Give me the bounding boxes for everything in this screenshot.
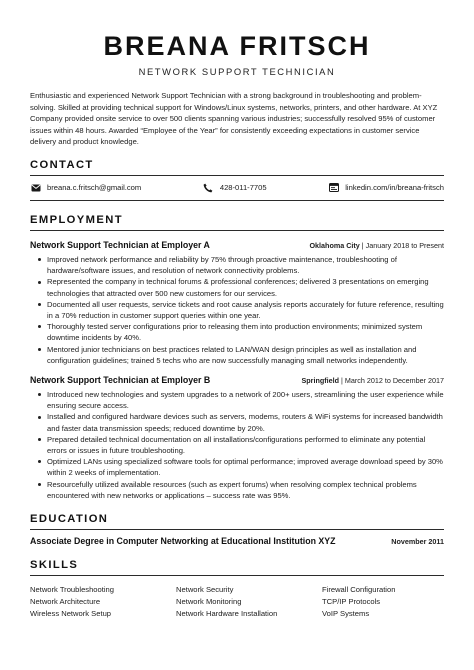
employment-heading: EMPLOYMENT [30,213,123,226]
education-divider [30,529,444,530]
job-meta [301,376,444,385]
phone-text: 428-011-7705 [219,183,267,193]
education-degree: Associate Degree in Computer Networking at Educational Institution XYZ [30,536,336,547]
job-bullet: Resourcefully utilized available resources (such as expert forums) when resolving complex technical problems encountered with new networks or applications – success rate was 95%. [38,479,444,501]
job-bullet: Optimized LANs using specialized software tools for optimal performance; improved average download speed by 30% within 2 weeks of implementation. [38,456,444,478]
education-heading: EDUCATION [30,513,109,526]
employment-divider [30,230,444,231]
job-meta-separator: | [339,376,345,385]
job-header [30,240,444,250]
resume-header [30,0,444,77]
contact-phone[interactable] [203,183,267,193]
job-bullet: Mentored junior technicians on best practices related to LAN/WAN design principles as well as installation and configuration guidelines; trained 5 techs who are now successfully managing small networks independently. [38,344,444,366]
job-meta-separator: | [359,240,366,250]
skill-item: Network Hardware Installation [176,609,278,619]
skill-item: Network Security [176,585,234,595]
skill-item: VoIP Systems [322,609,370,619]
education-date: November 2011 [391,537,444,547]
phone-icon [203,183,214,193]
skills-section [30,559,444,619]
job-header [30,375,444,385]
job-bullet: Installed and configured hardware devices such as servers, modems, routers & WiFi systems for increased bandwidth and faster data transmission speeds; reduced downtime by 20%. [38,411,444,433]
job-bullets [30,389,444,501]
linkedin-text: linkedin.com/in/breana-fritsch [345,183,444,193]
skills-grid [30,584,444,619]
candidate-role: NETWORK SUPPORT TECHNICIAN [138,66,336,77]
skills-divider [30,575,444,576]
skill-item: Network Troubleshooting [30,585,114,595]
employment-section [30,214,444,501]
candidate-name: BREANA FRITSCH [103,31,371,61]
job-title: Network Support Technician at Employer A [30,239,210,250]
contact-divider [30,175,444,176]
contact-row [30,183,444,193]
education-entry [30,536,444,546]
job-location: Oklahoma City [309,240,360,250]
job-dates: January 2018 to Present [365,240,444,250]
skill-item: Firewall Configuration [322,585,396,595]
job-location: Springfield [301,376,340,385]
education-section [30,513,444,546]
professional-summary: Enthusiastic and experienced Network Support Technician with a strong background in troubleshooting and problem-solving. Skilled at providing technical support for Windows/Linux systems, networks, printers, and other hardware. At XYZ Company provided onsite service to over 500 clients spanning various industries; successfully resolved 95% of customer issues within 48 hours. Awarded “Employee of the Year” for consistently exceeding expectations in customer service delivery and product knowledge. [30,91,438,147]
job-bullet: Introduced new technologies and system upgrades to a network of 200+ users, streamlining the user experience while ensuring secure access. [38,389,444,411]
envelope-icon [30,183,41,193]
skills-heading: SKILLS [30,559,79,572]
job-entry [30,240,444,366]
contact-section [30,159,444,201]
skill-item: Wireless Network Setup [30,609,112,619]
contact-linkedin[interactable] [328,183,444,193]
contact-email[interactable] [30,183,141,193]
job-meta [309,241,444,250]
skill-item: Network Architecture [30,597,101,607]
contact-heading: CONTACT [30,158,94,171]
job-bullet: Documented all user requests, service tickets and root cause analysis reports accurately for future reference, resulting in a 70% reduction in customer support queries within one year. [38,299,444,321]
job-bullet: Prepared detailed technical documentation on all installations/configurations performed to eliminate any potential errors or issues in future troubleshooting. [38,434,444,456]
linkedin-icon [328,183,339,193]
email-text: breana.c.fritsch@gmail.com [47,183,142,193]
job-entry [30,375,444,501]
job-bullet: Thoroughly tested server configurations prior to releasing them into production environments; minimized system downtime incidents by 40%. [38,321,444,343]
skill-item: Network Monitoring [176,597,242,607]
job-dates: March 2012 to December 2017 [344,376,444,385]
job-title: Network Support Technician at Employer B [30,375,211,385]
skill-item: TCP/IP Protocols [322,597,381,607]
job-bullets [30,254,444,366]
job-bullet: Improved network performance and reliability by 75% through proactive maintenance, troubleshooting of hardware/software issues, and resolution of network connectivity problems. [38,254,444,276]
contact-bottom-divider [30,200,444,201]
job-bullet: Represented the company in technical forums & professional conferences; delivered 3 presentations on emerging technologies that attracted over 500 new customers for our services. [38,276,444,298]
